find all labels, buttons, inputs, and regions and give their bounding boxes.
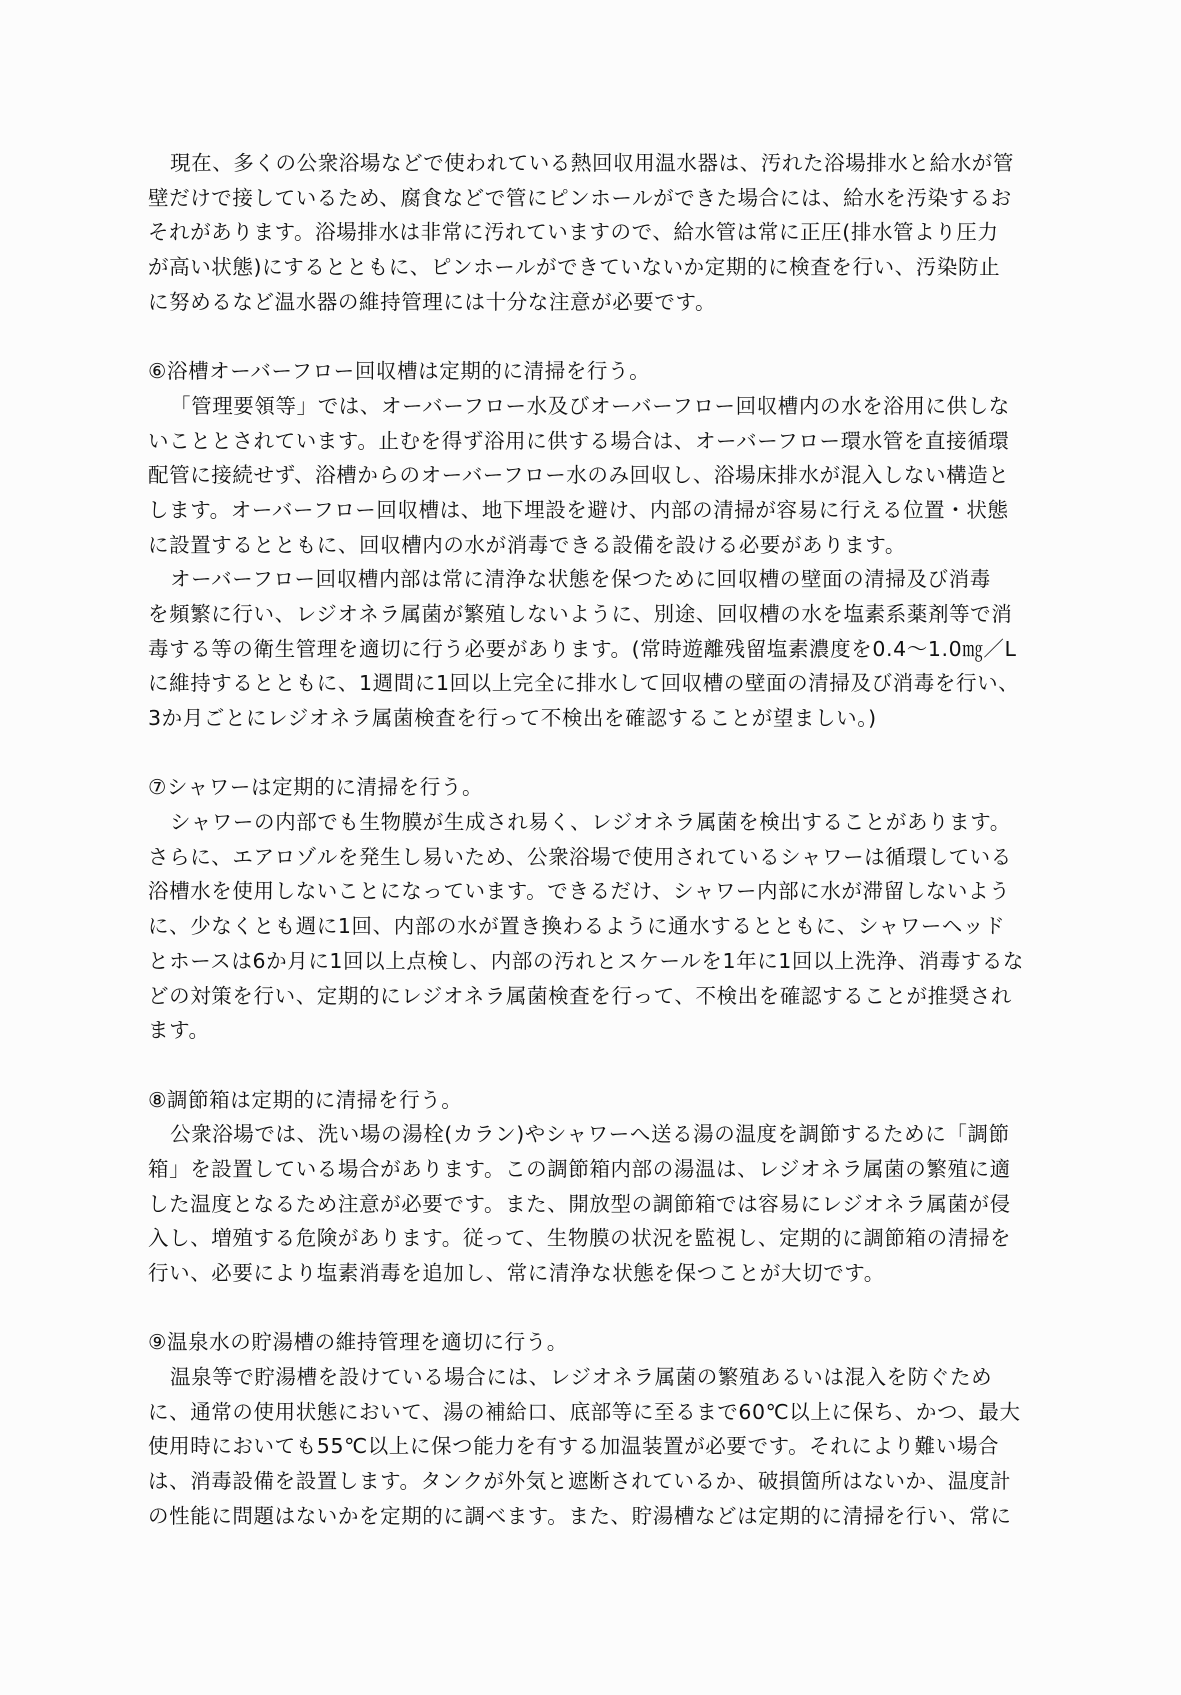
section-item-9 (148, 1325, 1034, 1533)
text-line: オーバーフロー回収槽内部は常に清浄な状態を保つために回収槽の壁面の清掃及び消毒 (170, 567, 991, 592)
section-item-8 (148, 1083, 1034, 1291)
spacer (148, 319, 1034, 354)
text-line: 「管理要領等」では、オーバーフロー水及びオーバーフロー回収槽内の水を浴用に供しな (170, 393, 1010, 418)
text-line: を頻繁に行い、レジオネラ属菌が繁殖しないように、別途、回収槽の水を塩素系薬剤等で消 (148, 601, 1013, 626)
text-line: に、少なくとも週に1回、内部の水が置き換わるように通水するとともに、シャワーヘッド (148, 914, 1006, 939)
text-line: 浴槽水を使用しないことになっています。できるだけ、シャワー内部に水が滞留しないよう (148, 879, 1011, 904)
text-line: とホースは6か月に1回以上点検し、内部の汚れとスケールを1年に1回以上洗浄、消毒するな (148, 948, 1025, 973)
spacer (148, 736, 1034, 771)
text-line: 温泉等で貯湯槽を設けている場合には、レジオネラ属菌の繁殖あるいは混入を防ぐため (170, 1365, 993, 1390)
text-line: いこととされています。止むを得ず浴用に供する場合は、オーバーフロー環水管を直接循環 (148, 428, 1010, 453)
text-line: 配管に接続せず、浴槽からのオーバーフロー水のみ回収し、浴場床排水が混入しない構造と (148, 463, 1010, 488)
text-line: します。オーバーフロー回収槽は、地下埋設を避け、内部の清掃が容易に行える位置・状態 (148, 497, 1009, 522)
text-line: どの対策を行い、定期的にレジオネラ属菌検査を行って、不検出を確認することが推奨され (148, 983, 1012, 1008)
text-line: シャワーの内部でも生物膜が生成され易く、レジオネラ属菌を検出することがあります。 (170, 810, 1011, 835)
text-line: 使用時においても55℃以上に保つ能力を有する加温装置が必要です。それにより難い場合 (148, 1434, 1000, 1459)
text-line: 箱」を設置している場合があります。この調節箱内部の湯温は、レジオネラ属菌の繁殖に適 (148, 1156, 1011, 1181)
text-line: さらに、エアロゾルを発生し易いため、公衆浴場で使用されているシャワーは循環している (148, 844, 1012, 869)
text-line: 入し、増殖する危険があります。従って、生物膜の状況を監視し、定期的に調節箱の清掃を (148, 1226, 1012, 1251)
text-line: それがあります。浴場排水は非常に汚れていますので、給水管は常に正圧(排水管より圧力 (148, 220, 999, 245)
text-line: の性能に問題はないかを定期的に調べます。また、貯湯槽などは定期的に清掃を行い、常に (148, 1503, 1012, 1528)
text-line: に維持するとともに、1週間に1回以上完全に排水して回収槽の壁面の清掃及び消毒を行い、 (148, 671, 1020, 696)
paragraph-intro (148, 146, 1034, 319)
text-line: ます。 (148, 1018, 210, 1043)
section-heading: ⑥浴槽オーバーフロー回収槽は定期的に清掃を行う。 (148, 359, 651, 384)
text-line: は、消毒設備を設置します。タンクが外気と遮断されているか、破損箇所はないか、温度計 (148, 1469, 1012, 1494)
section-item-6 (148, 354, 1034, 736)
text-line: 毒する等の衛生管理を適切に行う必要があります。(常時遊離残留塩素濃度を0.4～1.0㎎／L (148, 636, 1017, 661)
text-line: 行い、必要により塩素消毒を追加し、常に清浄な状態を保つことが大切です。 (148, 1261, 885, 1285)
document-page (148, 146, 1034, 1534)
text-line: に設置するとともに、回収槽内の水が消毒できる設備を設ける必要があります。 (148, 532, 906, 557)
text-line: 3か月ごとにレジオネラ属菌検査を行って不検出を確認することが望ましい。) (148, 706, 877, 730)
spacer (148, 1048, 1034, 1083)
text-line: 公衆浴場では、洗い場の湯栓(カラン)やシャワーへ送る湯の温度を調節するために「調節 (170, 1122, 1010, 1147)
text-line: に努めるなど温水器の維持管理には十分な注意が必要です。 (148, 289, 717, 314)
text-line: 壁だけで接しているため、腐食などで管にピンホールができた場合には、給水を汚染するお (148, 185, 1012, 210)
text-line: 現在、多くの公衆浴場などで使われている熱回収用温水器は、汚れた浴場排水と給水が管 (170, 151, 1014, 175)
section-heading: ⑦シャワーは定期的に清掃を行う。 (148, 775, 484, 800)
text-line: が高い状態)にするとともに、ピンホールができていないか定期的に検査を行い、汚染防止 (148, 255, 1001, 280)
text-line: した温度となるため注意が必要です。また、開放型の調節箱では容易にレジオネラ属菌が侵 (148, 1191, 1011, 1216)
section-heading: ⑨温泉水の貯湯槽の維持管理を適切に行う。 (148, 1330, 568, 1355)
section-heading: ⑧調節箱は定期的に清掃を行う。 (148, 1087, 463, 1112)
section-item-7 (148, 770, 1034, 1048)
text-line: に、通常の使用状態において、湯の補給口、底部等に至るまで60℃以上に保ち、かつ、最大 (148, 1399, 1021, 1424)
spacer (148, 1291, 1034, 1326)
